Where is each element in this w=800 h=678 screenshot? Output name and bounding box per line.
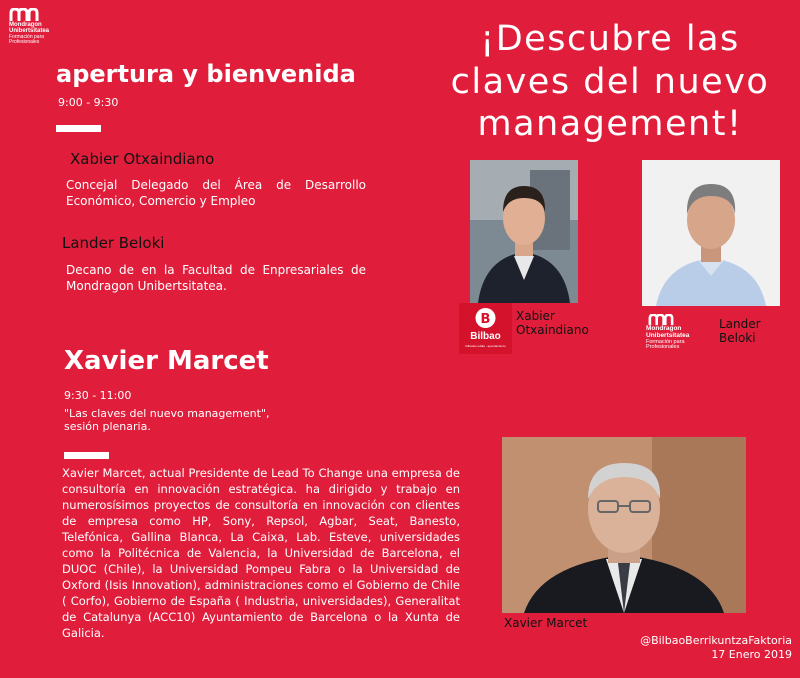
speaker-name-xabier: Xabier Otxaindiano xyxy=(70,150,215,168)
social-handle: @BilbaoBerrikuntzaFaktoria xyxy=(640,634,792,647)
caption-xabier-line-2: Otxaindiano xyxy=(516,323,589,337)
opening-title: apertura y bienvenida xyxy=(56,60,356,88)
keynote-talk xyxy=(64,407,270,433)
mondragon-logo-small xyxy=(646,314,716,351)
brand-sub: Formación para Profesionales xyxy=(9,33,45,45)
headline xyxy=(440,18,780,146)
footer xyxy=(640,634,792,662)
headline-line-2: claves del nuevo xyxy=(450,61,770,102)
caption-lander xyxy=(719,317,761,345)
divider-bar xyxy=(56,125,101,132)
caption-lander-line-2: Beloki xyxy=(719,331,756,345)
portrait-image xyxy=(470,160,578,303)
portrait-image xyxy=(642,160,780,306)
brand-logo xyxy=(9,8,79,45)
svg-text:B: B xyxy=(480,312,491,327)
brand-name: Mondragon Unibertsitatea xyxy=(9,22,50,35)
headline-line-3: management! xyxy=(477,104,743,145)
photo-xabier xyxy=(470,160,578,303)
brand-sub: Formación para Profesionales xyxy=(646,338,685,351)
photo-lander xyxy=(642,160,780,306)
keynote-talk-line-2: sesión plenaria. xyxy=(64,420,151,433)
event-date: 17 Enero 2019 xyxy=(711,648,792,661)
caption-lander-line-1: Lander xyxy=(719,317,761,331)
brand-name: Mondragon Unibertsitatea xyxy=(646,325,690,339)
speaker-name-lander: Lander Beloki xyxy=(62,234,165,252)
portrait-image xyxy=(502,437,746,613)
keynote-talk-line-1: "Las claves del nuevo management", xyxy=(64,407,270,420)
speaker-role-lander: Decano de en la Facultad de Enpresariales de Mondragon Unibertsitatea. xyxy=(66,263,366,293)
caption-xavier-marcet: Xavier Marcet xyxy=(504,616,588,630)
photo-xavier-marcet xyxy=(502,437,746,613)
caption-xabier xyxy=(516,309,589,337)
headline-line-1: ¡Descubre las xyxy=(480,19,740,59)
opening-time: 9:00 - 9:30 xyxy=(58,96,119,109)
caption-xabier-line-1: Xabier xyxy=(516,309,555,323)
keynote-time: 9:30 - 11:00 xyxy=(64,389,132,402)
bilbao-logo xyxy=(459,303,512,354)
keynote-bio: Xavier Marcet, actual Presidente de Lead To Change una empresa de consultoría en innovación estratégica. ha dirigido y trabajo en numerosísimos proyectos de consultoría en innovación con clientes de empresa como HP, Sony, Repsol, Agbar, Seat, Banesto, Telefónica, Gallina Blanca, La Caixa, Lab. Esteve, universidades como la Politécnica de Valencia, la Universidad de Barcelona, el DUOC (Chile), la Universidad Pompeu Fabra o la Universidad de Oxford (Isis Innovation), administraciones como el Gobierno de Chile ( Corfo), Gobierno de España ( Industria, universidades), Generalitat de Catalunya (ACC10) Ayuntamiento de Barcelona o la Xunta de Galicia. xyxy=(62,466,460,640)
bilbao-logo-name: Bilbao xyxy=(470,331,501,342)
bilbao-logo-tagline: bilbaoko udala · ayuntamiento xyxy=(465,344,506,348)
divider-bar xyxy=(64,452,109,459)
keynote-title: Xavier Marcet xyxy=(64,346,269,376)
speaker-role-xabier: Concejal Delegado del Área de Desarrollo Económico, Comercio y Empleo xyxy=(66,178,366,208)
mondragon-logo-icon xyxy=(9,8,39,22)
